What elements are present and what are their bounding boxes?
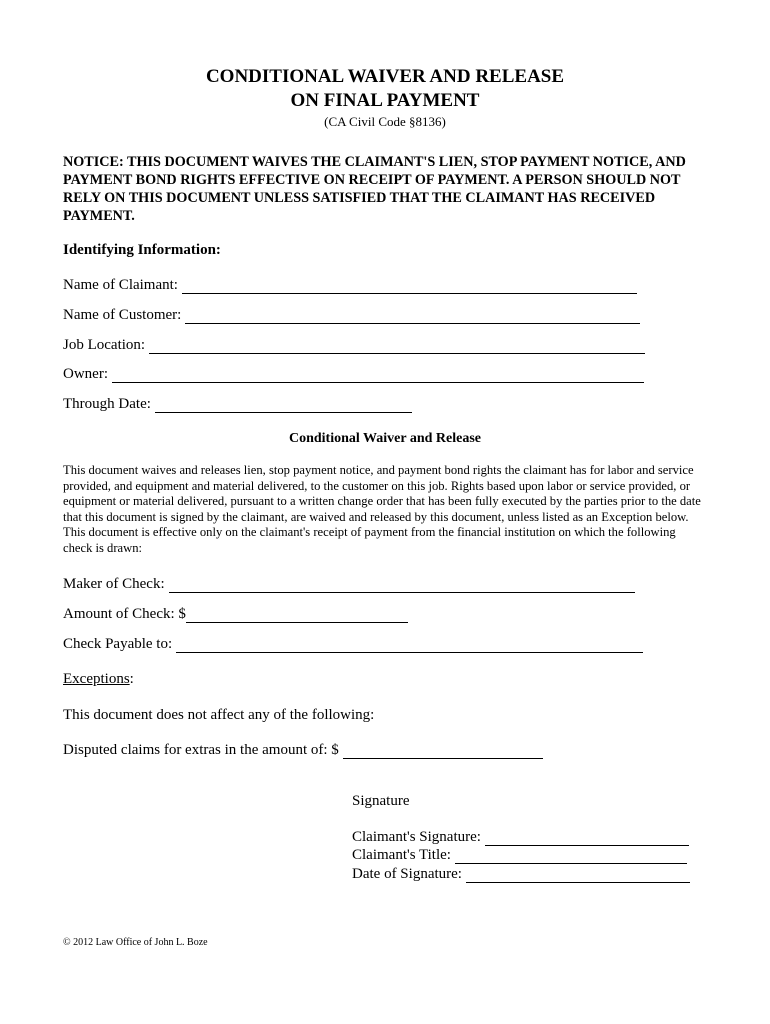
maker-of-check-field[interactable] <box>169 578 635 593</box>
through-date-label: Through Date: <box>63 396 151 412</box>
job-location-row <box>63 337 645 354</box>
signature-heading: Signature <box>352 793 410 809</box>
date-of-signature-row <box>352 866 690 883</box>
disputed-claims-field[interactable] <box>343 744 543 759</box>
check-payable-to-field[interactable] <box>176 638 643 653</box>
title-line-2: ON FINAL PAYMENT <box>290 90 480 111</box>
amount-of-check-label: Amount of Check: $ <box>63 606 186 622</box>
footer-copyright: © 2012 Law Office of John L. Boze <box>63 937 208 948</box>
name-of-customer-row <box>63 307 640 324</box>
exceptions-label: Exceptions <box>63 671 130 687</box>
claimant-title-field[interactable] <box>455 849 687 864</box>
owner-field[interactable] <box>112 368 644 383</box>
owner-row <box>63 366 644 383</box>
amount-of-check-row <box>63 606 408 623</box>
name-of-claimant-row <box>63 277 637 294</box>
check-payable-to-label: Check Payable to: <box>63 636 173 652</box>
notice-text: NOTICE: THIS DOCUMENT WAIVES THE CLAIMANT'S LIEN, STOP PAYMENT NOTICE, AND PAYMENT BOND RIGHTS EFFECTIVE ON RECEIPT OF PAYMENT. A PERSON SHOULD NOT RELY ON THIS DOCUMENT UNLESS SATISFIED THAT THE CLAIMANT HAS RECEIVED PAYMENT. <box>63 154 686 224</box>
amount-of-check-field[interactable] <box>186 608 408 623</box>
release-body: This document waives and releases lien, stop payment notice, and payment bond rights the claimant has for labor and service provided, and equipment and material delivered, to the customer on this job. Rights based upon labor or service provided, or equipment or material delivered, pursuant to a written change order that has been fully executed by the parties prior to the date that this document is signed by the claimant, are waived and released by this document, unless listed as an Exception below. This document is effective only on the claimant's receipt of payment from the financial institution on which the following check is drawn: <box>63 463 701 555</box>
name-of-customer-field[interactable] <box>185 309 640 324</box>
title-line-1: CONDITIONAL WAIVER AND RELEASE <box>205 66 565 87</box>
through-date-field[interactable] <box>155 398 412 413</box>
name-of-claimant-label: Name of Claimant: <box>63 277 178 293</box>
identifying-heading: Identifying Information: <box>63 242 221 258</box>
disputed-claims-label: Disputed claims for extras in the amount of: $ <box>63 742 339 758</box>
date-of-signature-label: Date of Signature: <box>352 866 462 882</box>
claimant-signature-label: Claimant's Signature: <box>352 829 481 845</box>
claimant-signature-row <box>352 829 689 846</box>
exceptions-colon: : <box>129 671 134 687</box>
maker-of-check-row <box>63 576 635 593</box>
date-of-signature-field[interactable] <box>466 868 690 883</box>
subtitle: (CA Civil Code §8136) <box>324 114 446 129</box>
through-date-row <box>63 396 412 413</box>
exceptions-text: This document does not affect any of the following: <box>63 707 375 723</box>
check-payable-to-row <box>63 636 643 653</box>
claimant-signature-field[interactable] <box>485 831 689 846</box>
exceptions-heading <box>63 671 134 688</box>
claimant-title-row <box>352 847 687 864</box>
disputed-claims-row <box>63 742 543 759</box>
name-of-claimant-field[interactable] <box>182 279 637 294</box>
maker-of-check-label: Maker of Check: <box>63 576 165 592</box>
job-location-field[interactable] <box>149 339 645 354</box>
owner-label: Owner: <box>63 366 108 382</box>
release-heading: Conditional Waiver and Release <box>288 431 481 446</box>
job-location-label: Job Location: <box>63 337 146 353</box>
name-of-customer-label: Name of Customer: <box>63 307 182 323</box>
claimant-title-label: Claimant's Title: <box>352 847 451 863</box>
